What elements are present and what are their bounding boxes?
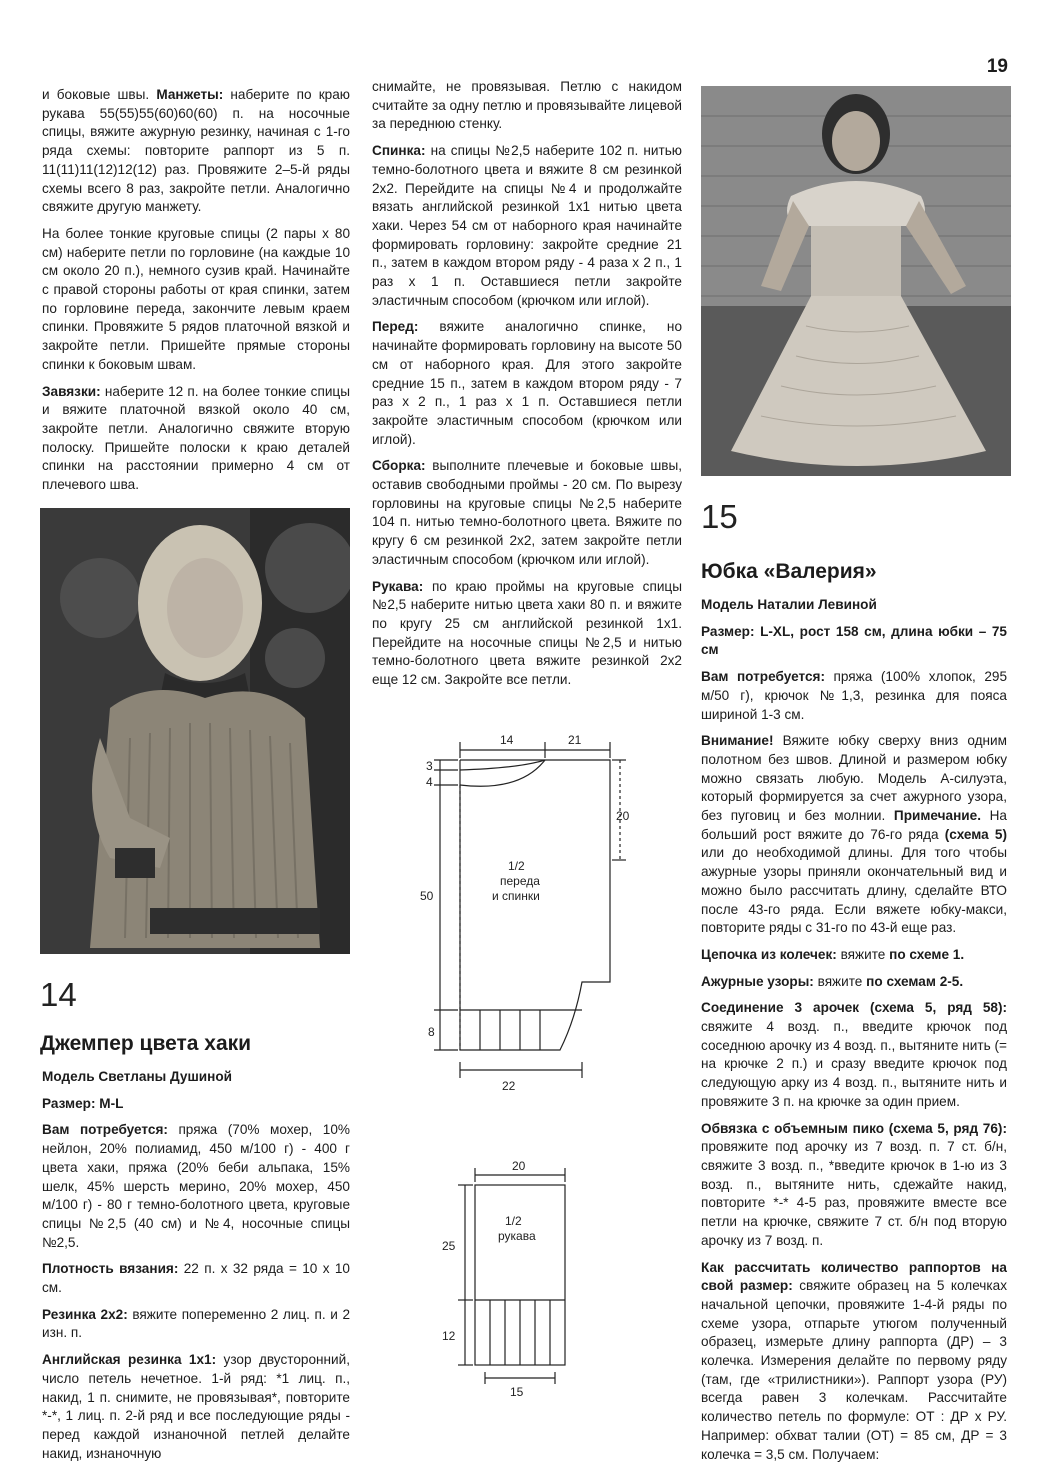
article-14-english-rib: Английская резинка 1х1: узор двусторонний, число петель нечетное. 1-й ряд: *1 лиц. п., накид, 1 п. снимите, не провязывая*, повторите *-*, 1 лиц. п. 2-й ряд и все последующие ряды - перед каждой изнаночной петлей делайте накид, изнаночную [42, 1352, 350, 1461]
pattern-diagram-body [400, 720, 660, 1100]
body-label-1: 1/2 [508, 859, 525, 873]
dim-14: 14 [500, 733, 514, 747]
dim-sleeve-15: 15 [510, 1385, 524, 1399]
dim-50: 50 [420, 889, 434, 903]
photo-jumper-illustration [40, 508, 350, 954]
dim-21: 21 [568, 733, 582, 747]
article-14-rib: Резинка 2х2: вяжите попеременно 2 лиц. п. и 2 изн. п. [42, 1306, 350, 1341]
cuffs-paragraph: и боковые швы. Манжеты: наберите по краю рукава 55(55)55(60)60(60) п. на носочные спицы, вяжите ажурную резинку, начиная с 1-го ряда схемы: повторите раппорт из 5 п. 11(11)11(12)12(12) раз. Провяжите 2–5-й ряды схемы всего 8 раз, закройте петли. Аналогично свяжите другую манжету. [42, 87, 350, 215]
article-15-join: Соединение 3 арочек (схема 5, ряд 58): свяжите 4 возд. п., введите крючок под соседнюю арочку из 4 возд. п., вытяните нить (= на крючке 2 п.) и сразу введите крючок под следующую арку из 4 возд. п., вытяните нить и провяжите 3 п. на крючке за один прием. [701, 1000, 1007, 1109]
article-15-size: Размер: L-XL, рост 158 см, длина юбки – 75 см [701, 623, 1007, 658]
sleeves-paragraph: Рукава: по краю проймы на круговые спицы №2,5 наберите нитью цвета хаки 80 п. и вяжите по кругу 25 см английской резинкой 1х1. Перейдите на носочные спицы №2,5 и нитью темно-болотного цвета вяжите резинкой 2х2 еще 12 см. Закройте все петли. [372, 578, 682, 688]
article-15-number: 15 [701, 498, 738, 535]
article-14-body [42, 1068, 350, 1471]
dim-sleeve-25: 25 [442, 1239, 456, 1253]
neckline-paragraph: На более тонкие круговые спицы (2 пары х 80 см) наберите петли по горловине (на каждые 10 см около 20 п.), немного сузив край. Начинайте с правой стороны работы от края спинки, затем по горловине переда, закончите левым краем спинки. Провяжите 5 рядов платочной вязкой и закройте петли. Пришейте прямые стороны спинки к боковым швам. [42, 225, 350, 372]
dim-22: 22 [502, 1079, 516, 1093]
dim-8: 8 [428, 1025, 435, 1039]
assembly-paragraph: Сборка: выполните плечевые и боковые швы, оставив свободными проймы - 20 см. По вырезу горловины на круговые спицы №2,5 наберите 104 п. нитью темно-болотного цвета. Вяжите по кругу 6 см резинкой 2х2, затем закройте петли эластичным способом (крючком или иглой). [372, 458, 682, 567]
article-15-attention: Внимание! Вяжите юбку сверху вниз одним полотном без швов. Длиной и размером юбку можно связать любую. Модель А-силуэта, который формируется за счет ажурного узора, без пуговиц и без молнии. Примечание. На больший рост вяжите до 76-го ряда (схема 5) или до необходимой длины. Для того чтобы ажурные узоры приняли окончательный вид и можно было рассчитать длину, сделайте ВТО после 43-го ряда. Если вяжете юбку-макси, повторите ряды с 31-го по 43-й еще раз. [701, 733, 1008, 936]
article-14-title: Джемпер цвета хаки [40, 1032, 252, 1055]
article-15-edge: Обвязка с объемным пико (схема 5, ряд 76): провяжите под арочку из 7 возд. п. 7 ст. б/н, свяжите 3 возд. п., *введите крючок в 1-ю из 3 возд. п., вытяните нить, сдежайте накид, повторите *-* 4-5 раз, провяжите вместе все петли на крючке, свяжите 7 ст. б/н под вторую арочку из 7 возд. п. [701, 1120, 1007, 1248]
middle-column-text [372, 78, 682, 698]
left-column-text [42, 86, 350, 503]
article-14-density: Плотность вязания: 22 п. х 32 ряда = 10 х 10 см. [42, 1261, 350, 1296]
dim-sleeve-12: 12 [442, 1329, 456, 1343]
article-15-materials: Вам потребуется: пряжа (100% хлопок, 295 м/50 г), крючок №1,3, резинка для пояса шириной 1-3 см. [701, 669, 1007, 722]
body-label-3: и спинки [492, 889, 540, 903]
sleeve-label-2: рукава [498, 1229, 536, 1243]
continued-paragraph: снимайте, не провязывая. Петлю с накидом считайте за одну петлю и провязывайте лицевой за переднюю стенку. [372, 79, 682, 132]
article-15-model: Модель Наталии Левиной [701, 597, 877, 612]
dim-sleeve-20: 20 [512, 1160, 526, 1173]
photo-skirt-illustration [701, 86, 1011, 476]
photo-jumper-model [40, 508, 350, 954]
article-14-materials: Вам потребуется: пряжа (70% мохер, 10% нейлон, 20% полиамид, 450 м/100 г) - 400 г цвета хаки, пряжа (20% беби альпака, 15% шелк, 45% шерсть мерино, 20% мохер, 450 м/100 г) - 80 г темно-болотного цвета, круговые спицы №2,5 (40 см) и №4, носочные спицы №2,5. [42, 1122, 350, 1250]
dim-4: 4 [426, 775, 433, 789]
photo-skirt-model [701, 86, 1011, 476]
body-label-2: переда [500, 874, 540, 888]
article-15-title: Юбка «Валерия» [701, 560, 877, 583]
back-paragraph: Спинка: на спицы №2,5 наберите 102 п. нитью темно-болотного цвета и вяжите 8 см резинкой 2х2. Перейдите на спицы №4 и продолжайте вязать английской резинкой 1х1 нитью цвета хаки. Через 54 см от наборного края начинайте формировать горловину: закройте средние 21 п., затем в каждом втором ряду - 4 раза х 2 п., 1 раз х 1 п. Оставшиеся петли закройте эластичным способом (крючком или иглой). [372, 143, 682, 308]
article-14-size: Размер: M-L [42, 1095, 124, 1111]
article-15-lace: Ажурные узоры: вяжите по схемам 2-5. [701, 973, 964, 989]
article-15-body [701, 596, 1007, 1472]
ties-paragraph: Завязки: наберите 12 п. на более тонкие спицы и вяжите платочной вязкой около 40 см, закройте петли. Аналогично свяжите вторую полоску. Пришейте полоски к краю деталей спинки на расстоянии примерно 4 см от плечевого шва. [42, 383, 350, 493]
article-15-chain: Цепочка из колечек: вяжите по схеме 1. [701, 946, 965, 962]
front-paragraph: Перед: вяжите аналогично спинке, но начинайте формировать горловину на высоте 50 см от наборного края. Для этого закройте средние 15 п., затем в каждом втором ряду - 7 раз х 2 п., 1 раз х 1 п. Оставшиеся петли закройте эластичным способом (крючком или иглой). [372, 319, 682, 447]
dim-20: 20 [616, 809, 630, 823]
dim-3: 3 [426, 759, 433, 773]
page-number: 19 [986, 56, 1008, 77]
sleeve-label-1: 1/2 [505, 1214, 522, 1228]
article-14-number: 14 [40, 976, 77, 1013]
pattern-diagram-sleeve [430, 1160, 590, 1400]
article-15-calc: Как рассчитать количество раппортов на свой размер: свяжите образец на 5 колечках начальной цепочки, провяжите 1-4-й ряды по схеме узора, отпарьте утюгом полученный образец, измерьте длину раппорта (ДР) – 3 колечка. Измерения делайте по первому ряду (там, где «трилистники»). Раппорт узора (РУ) всегда равен 3 колечкам. Рассчитайте количество петель по формуле: ОТ : ДР х РУ. Например: обхват талии (ОТ) = 85 см, ДР = 3 колечка = 3,5 см. Получаем: [701, 1259, 1007, 1462]
article-14-model: Модель Светланы Душиной [42, 1069, 233, 1084]
